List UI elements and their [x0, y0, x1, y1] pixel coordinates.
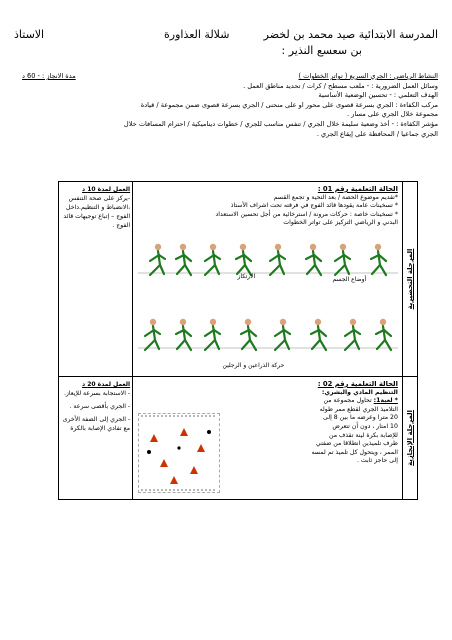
runner-figure: [306, 244, 321, 275]
runner-figure: [176, 319, 191, 350]
runner-figure: [236, 244, 251, 275]
runner-figure: [241, 319, 256, 350]
game-line: للإصابة بكرة لينة تقذف من: [329, 431, 398, 439]
runner-figure: [205, 244, 220, 275]
notes-cell: [59, 182, 133, 377]
stage-label: المرحلة التحضيرية: [405, 248, 414, 310]
field-drawing: [139, 414, 219, 492]
organization-title: التنظيم المادي والبشري:: [321, 388, 398, 396]
tools-line: وسائل العمل الضرورية : - ملعب مسطح / كرات / تحديد مناطق العمل .: [243, 81, 438, 90]
competence-line: مركب الكفاءة : الجري بسرعة قصوى على محور او على منحنى / الجري بسرعة قصوى ضمن مجموعة / قيادة: [140, 100, 438, 109]
stage-label: المرحلة الإنجازية: [405, 410, 414, 466]
runner-figure: [150, 244, 165, 275]
runner-figure: [205, 319, 220, 350]
runner-figure: [145, 319, 160, 350]
header: [14, 28, 438, 46]
runner-illustration: [138, 228, 398, 376]
family-name: شلالة العذاورة: [164, 28, 230, 41]
notes-line: - الجري إلى الضفة الأخرى مع تفادي الإصابة بالكرة: [62, 416, 131, 432]
teacher-label: الاستاذ: [14, 28, 45, 41]
runners-drawing: [138, 228, 398, 358]
runner-figure: [311, 319, 326, 350]
runner-figure: [270, 244, 285, 275]
indicator-line-2: الجري جماعيا / المحافظة على إيقاع الجري .: [316, 129, 438, 138]
situation-line: * تسخينات خاصة : حركات مرونة / استرخائية من أجل تحسين الاستعداد: [215, 210, 398, 218]
stage-cell: [402, 182, 417, 377]
notes-line: - الجري بأقصى سرعة .: [69, 403, 131, 410]
runner-figure: [371, 244, 386, 275]
indicator-line: مؤشر الكفاءة : - أخذ وضعية سليمة خلال الجري / تنفس مناسب للجري / خطوات ديناميكية / احترام المسافات خلال: [123, 119, 438, 128]
situation-line: * تسخينات عامة يقودها قائد الفوج في فرقته تحت اشراف الأستاذ: [230, 202, 398, 210]
notes-line: - الاستجابة بسرعة للإيعاز.: [63, 390, 131, 397]
runner-figure: [335, 244, 350, 275]
activity-line: النشاط الرياضي : الجري السريع ( تواتر الخطوات ): [298, 72, 438, 80]
stage-cell: [402, 377, 417, 500]
notes-title: العمل لمدة 20 د: [82, 381, 131, 388]
lesson-info: [22, 72, 438, 139]
figure-label-arms: حركة الذراعين و الرجلين: [222, 361, 285, 369]
field-diagram: [138, 413, 220, 493]
runner-figure: [176, 244, 191, 275]
notes-text: -يركز على صحة التنفس ،الانضباط و التنظيم.داخل الفوج – إتباع توجيهات قائد الفوج .: [63, 195, 131, 229]
game-text: [278, 397, 402, 466]
teacher-name: : بن سعسع النذير: [281, 44, 362, 57]
game-line: طرف تلميذين انطلاقا من ضفتي: [315, 440, 398, 448]
figure-label-body: أوضاع الجسم: [332, 275, 367, 283]
stage-row-preparatory: [59, 182, 418, 377]
game-line: تحاول مجموعة من: [323, 397, 372, 405]
game-line: 10 امتار ، دون أن تتعرض: [332, 422, 398, 430]
situation-title: الحالة التعلمية رقم 01 :: [317, 185, 398, 193]
situation-text: [133, 194, 402, 228]
notes-cell: [59, 377, 133, 500]
runner-figure: [345, 319, 360, 350]
figure-label-support: الارتكاز: [237, 272, 256, 280]
game-line: الممر ، ويتحول كل تلميذ تم لمسه: [311, 448, 398, 456]
school-name: المدرسة الابتدائية صيد محمد بن لخضر: [263, 28, 438, 41]
lesson-table: [58, 181, 418, 500]
situation-line: *تقديم موضوع الحصة / بعد التحية و تجمع القسم: [273, 193, 398, 201]
competence-line-2: مجموعة خلال الجري على مسار .: [347, 110, 438, 119]
situation-cell: [133, 377, 403, 500]
duration-line: مدة الانجاز : - 60 د: [22, 72, 76, 80]
game-line: إلى حاجز ثابت .: [356, 457, 398, 465]
game-line: التلاميذ الجري لقطع ممر طوله: [319, 405, 398, 413]
situation-title: الحالة التعلمية رقم 02 :: [317, 380, 398, 388]
runner-figure: [275, 319, 290, 350]
stage-row-achievement: [59, 377, 418, 500]
runner-figure: [376, 319, 391, 350]
situation-line: البدني و الرياضي التركيز على تواتر الخطوات: [283, 219, 398, 227]
game-title: * لعبة1:: [373, 397, 398, 405]
game-line: 20 مترا وعرضه ما بين 8 إلى: [323, 414, 398, 422]
notes-title: العمل لمدة 10 د: [82, 186, 131, 193]
situation-cell: [133, 182, 403, 377]
objective-line: الهدف التعلمي : - تحسين الوضعية الأساسية: [318, 91, 438, 100]
